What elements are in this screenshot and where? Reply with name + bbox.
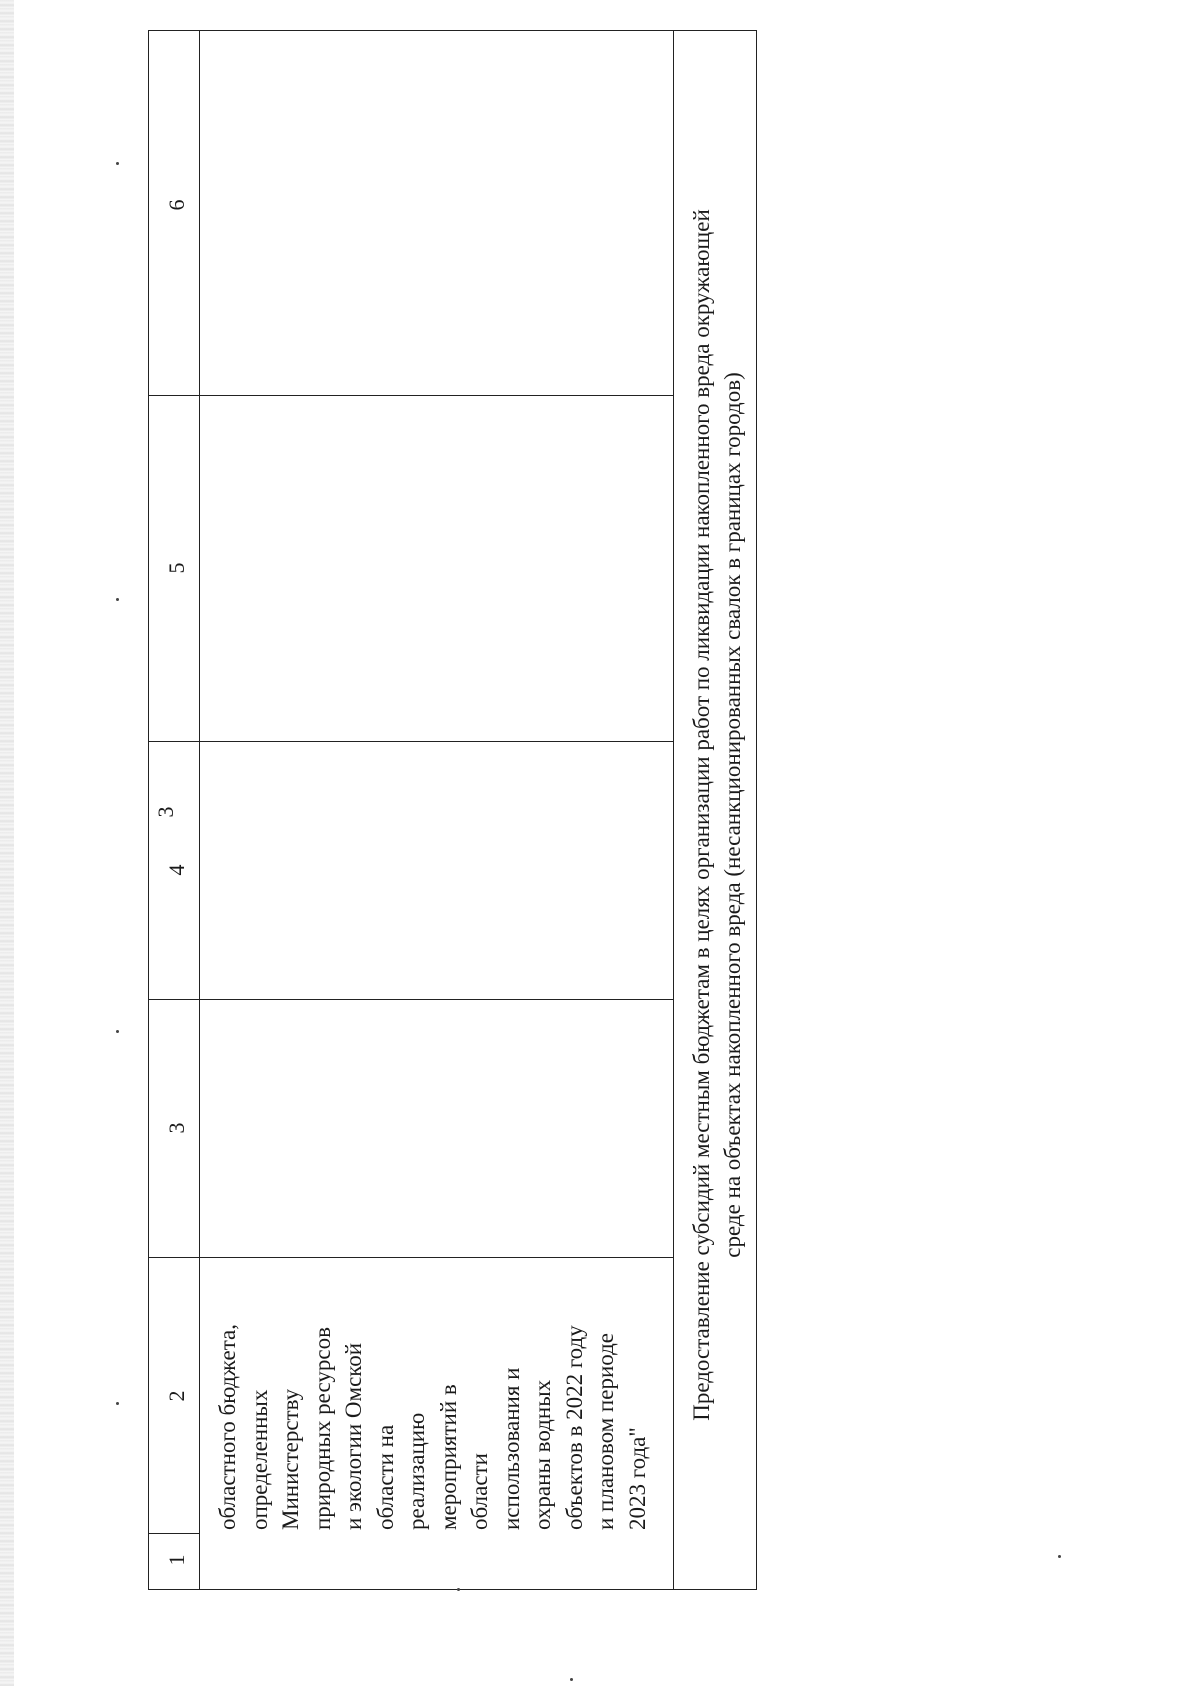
cell-col2-line: Министерству: [278, 1388, 303, 1530]
scan-speck: [570, 1678, 573, 1681]
cell-col2-line: области на: [372, 1424, 398, 1530]
scan-speck: [116, 162, 119, 165]
cell-col2-line: реализацию: [404, 1412, 429, 1530]
col-number-6: 6: [164, 199, 189, 211]
page-number: 3: [153, 806, 178, 818]
header-numbers-row: [148, 30, 200, 1590]
col-number-2: 2: [164, 1390, 189, 1402]
scan-speck: [116, 598, 119, 601]
cell-col2-line: охраны водных: [530, 1379, 555, 1530]
section-title-line-2: среде на объектах накопленного вреда (несанкционированных свалок в границах городов): [720, 372, 745, 1258]
scan-speck: [1058, 1555, 1061, 1558]
cell-col2-line: и экологии Омской: [341, 1342, 366, 1530]
section-title-line-1: Предоставление субсидий местным бюджетам в целях организации работ по ликвидации накопленного вреда окружающей: [689, 209, 714, 1421]
cell-col2-line: использования и: [498, 1367, 524, 1530]
cell-col2-line: определенных: [246, 1389, 272, 1530]
scan-speck: [457, 1588, 460, 1591]
scan-speck: [116, 1030, 119, 1033]
column-divider-2-3: [148, 1257, 674, 1258]
scan-speck: [116, 1402, 119, 1405]
cell-col2-line: мероприятий в: [435, 1384, 461, 1530]
scan-edge: [0, 0, 14, 1686]
cell-col2-line: объектов в 2022 году: [561, 1325, 587, 1530]
row-divider-section: [673, 30, 674, 1590]
column-divider-1-2: [148, 1533, 200, 1534]
cell-col2-line: 2023 года": [624, 1427, 650, 1530]
col-number-4: 4: [164, 864, 189, 876]
col-number-3: 3: [164, 1122, 189, 1134]
column-divider-4-5: [148, 741, 674, 742]
column-divider-3-4: [148, 999, 674, 1000]
cell-col2-line: и плановом периоде: [593, 1332, 618, 1530]
col-number-5: 5: [164, 562, 189, 574]
column-divider-5-6: [148, 395, 674, 396]
cell-col2-text: [212, 1324, 653, 1530]
section-title: [686, 45, 748, 1585]
col-number-1: 1: [164, 1554, 189, 1566]
cell-col2-line: природных ресурсов: [309, 1327, 335, 1530]
cell-col2-line: областного бюджета,: [215, 1323, 240, 1530]
cell-col2-line: области: [467, 1453, 492, 1530]
